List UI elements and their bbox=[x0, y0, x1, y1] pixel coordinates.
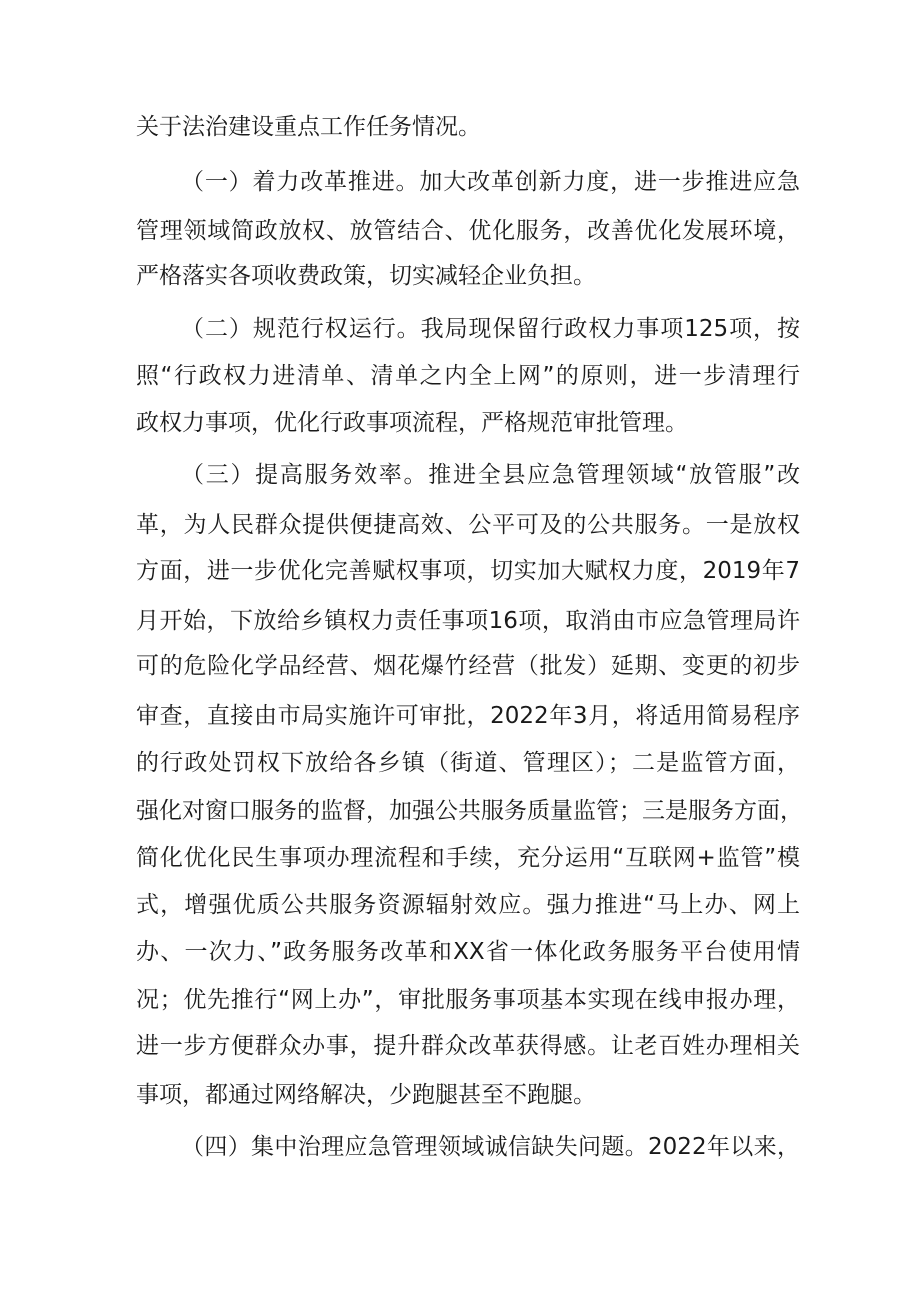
text-line: 政权力事项，优化行政事项流程，严格规范审批管理。 bbox=[136, 410, 688, 436]
text-line: 照“行政权力进清单、清单之内全上网”的原则，进一步清理行 bbox=[136, 363, 800, 389]
text-line: 月开始，下放给乡镇权力责任事项16项，取消由市应急管理局许 bbox=[136, 608, 800, 634]
text-line: 强化对窗口服务的监督，加强公共服务质量监管；三是服务方面， bbox=[136, 798, 803, 824]
text-line: 事项，都通过网络解决，少跑腿甚至不跑腿。 bbox=[136, 1082, 596, 1108]
text-line: 的行政处罚权下放给各乡镇（街道、管理区）；二是监管方面， bbox=[136, 750, 800, 776]
text-line: （二）规范行权运行。我局现保留行政权力事项125项，按 bbox=[181, 316, 800, 342]
text-line: 革，为人民群众提供便捷高效、公平可及的公共服务。一是放权 bbox=[136, 512, 800, 538]
text-line: （三）提高服务效率。推进全县应急管理领域“放管服”改 bbox=[181, 462, 800, 488]
text-line: （一）着力改革推进。加大改革创新力度，进一步推进应急 bbox=[181, 169, 800, 195]
text-line: 式，增强优质公共服务资源辐射效应。强力推进“马上办、网上 bbox=[136, 892, 800, 918]
text-line: 可的危险化学品经营、烟花爆竹经营（批发）延期、变更的初步 bbox=[136, 653, 800, 679]
text-line: 审查，直接由市局实施许可审批，2022年3月，将适用简易程序 bbox=[136, 703, 800, 729]
text-line: 进一步方便群众办事，提升群众改革获得感。让老百姓办理相关 bbox=[136, 1033, 800, 1059]
text-line: 方面，进一步优化完善赋权事项，切实加大赋权力度，2019年7 bbox=[136, 558, 800, 584]
text-line: （四）集中治理应急管理领域诚信缺失问题。2022年以来， bbox=[181, 1134, 800, 1160]
text-line: 简化优化民生事项办理流程和手续，充分运用“互联网+监管”模 bbox=[136, 845, 800, 871]
text-line: 况；优先推行“网上办”，审批服务事项基本实现在线申报办理， bbox=[136, 987, 800, 1013]
text-line: 管理领域简政放权、放管结合、优化服务，改善优化发展环境， bbox=[136, 218, 800, 244]
text-line: 关于法治建设重点工作任务情况。 bbox=[136, 114, 481, 140]
text-line: 严格落实各项收费政策，切实减轻企业负担。 bbox=[136, 263, 596, 289]
text-line: 办、一次力、”政务服务改革和XX省一体化政务服务平台使用情 bbox=[136, 939, 800, 965]
